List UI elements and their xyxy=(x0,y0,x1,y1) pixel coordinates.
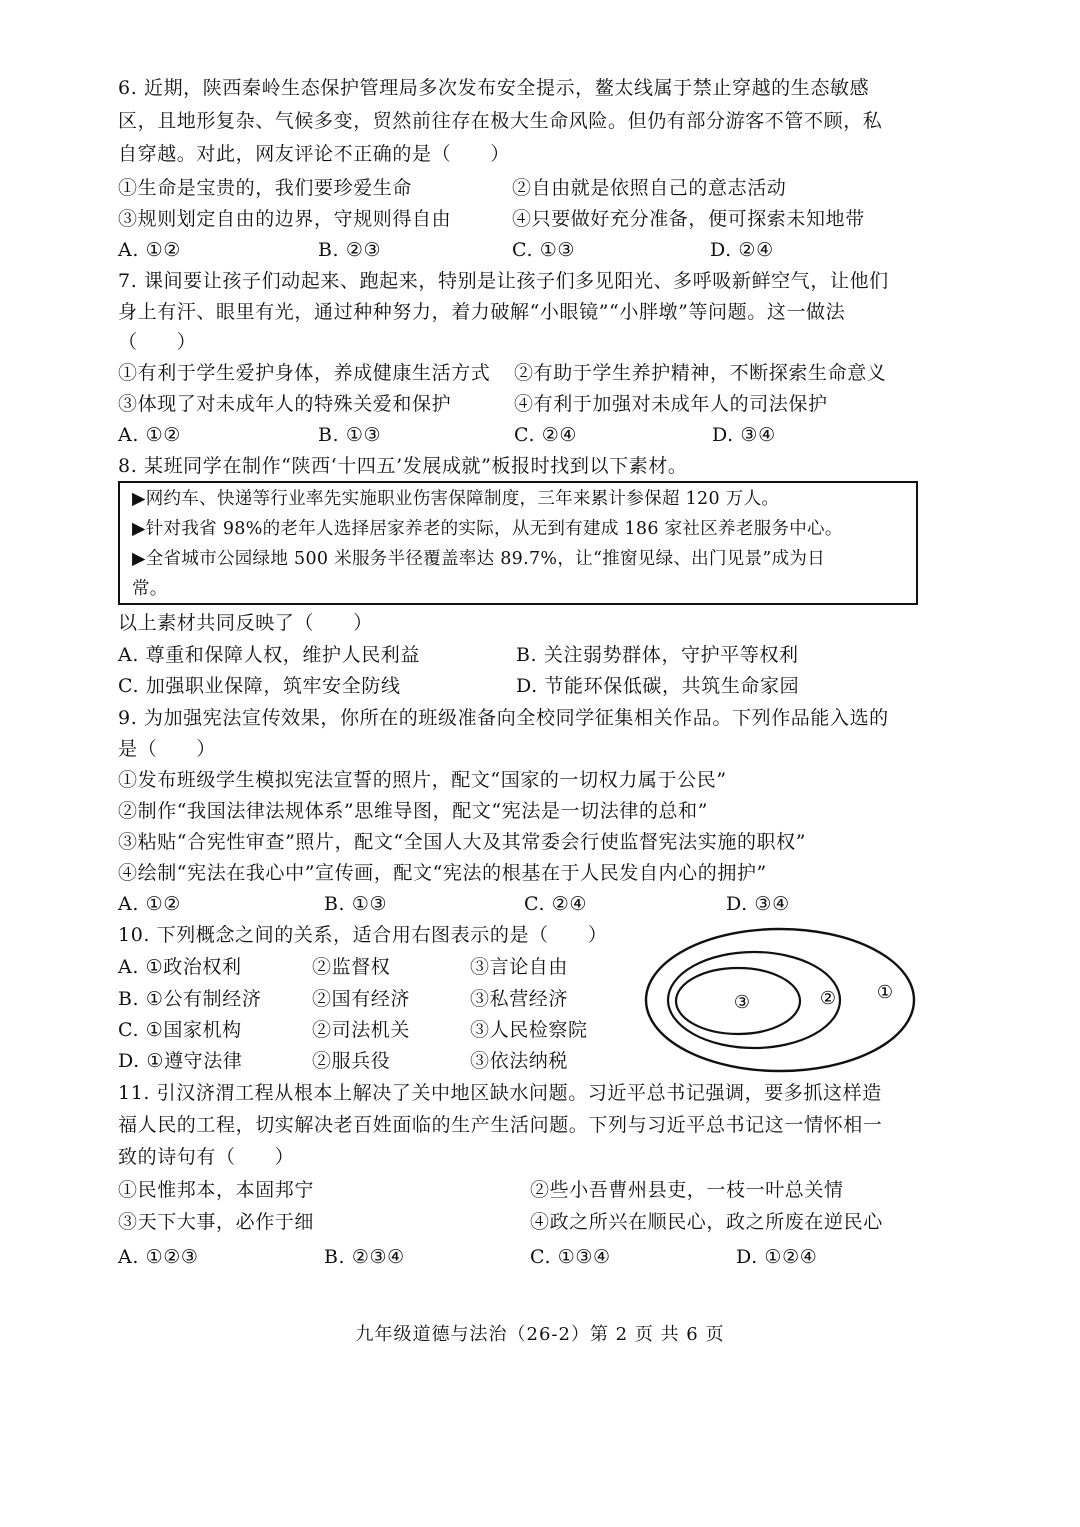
q10-c-1: C. ①国家机构 xyxy=(118,1019,242,1041)
q10-d-2: ②服兵役 xyxy=(312,1050,391,1072)
q11-stem-line-3: 致的诗句有（ ） xyxy=(118,1146,295,1168)
q7-stem-line-2: 身上有汗、眼里有光，通过种种努力，着力破解“小眼镜”“小胖墩”等问题。这一做法 xyxy=(118,301,846,323)
q7-item-4: ④有利于加强对未成年人的司法保护 xyxy=(514,393,828,415)
q9-option-c: C. ②④ xyxy=(524,893,588,915)
diagram-label-1: ① xyxy=(876,982,894,1003)
diagram-label-2: ② xyxy=(819,988,837,1009)
q10-a-3: ③言论自由 xyxy=(470,956,569,978)
q11-stem-line-1: 11. 引汉济渭工程从根本上解决了关中地区缺水问题。习近平总书记强调，要多抓这样造 xyxy=(118,1082,882,1104)
q9-stem-line-1: 9. 为加强宪法宣传效果，你所在的班级准备向全校同学征集相关作品。下列作品能入选的 xyxy=(118,707,889,729)
nested-ellipse-diagram xyxy=(642,925,918,1075)
q8-option-b: B. 关注弱势群体，守护平等权利 xyxy=(516,644,799,666)
q7-option-a: A. ①② xyxy=(118,424,181,446)
q8-material-2: ▶针对我省 98%的老年人选择居家养老的实际，从无到有建成 186 家社区养老服务中心。 xyxy=(132,519,843,539)
q9-stem-line-2: 是（ ） xyxy=(118,738,217,760)
q6-option-a: A. ①② xyxy=(118,239,181,261)
q9-item-3: ③粘贴“合宪性审查”照片，配文“全国人大及其常委会行使监督宪法实施的职权” xyxy=(118,831,807,853)
q8-question: 以上素材共同反映了（ ） xyxy=(118,612,373,634)
q11-item-3: ③天下大事，必作于细 xyxy=(118,1211,315,1233)
q8-material-box xyxy=(118,481,918,605)
q6-stem-line-2: 区，且地形复杂、气候多变，贸然前往存在极大生命风险。但仍有部分游客不管不顾，私 xyxy=(118,110,883,132)
q9-item-2: ②制作“我国法律法规体系”思维导图，配文“宪法是一切法律的总和” xyxy=(118,800,709,822)
q6-option-b: B. ②③ xyxy=(318,239,382,261)
q7-stem-line-3: （ ） xyxy=(118,331,197,353)
q6-item-4: ④只要做好充分准备，便可探索未知地带 xyxy=(512,208,865,230)
q6-option-c: C. ①③ xyxy=(512,239,576,261)
q8-option-c: C. 加强职业保障，筑牢安全防线 xyxy=(118,675,401,697)
q8-option-d: D. 节能环保低碳，共筑生命家园 xyxy=(516,675,800,697)
q11-item-4: ④政之所兴在顺民心，政之所废在逆民心 xyxy=(530,1211,883,1233)
diagram-label-3: ③ xyxy=(733,992,751,1013)
q8-material-3: ▶全省城市公园绿地 500 米服务半径覆盖率达 89.7%，让“推窗见绿、出门见景”成为日 xyxy=(132,549,826,569)
q6-item-3: ③规则划定自由的边界，守规则得自由 xyxy=(118,208,452,230)
q7-item-2: ②有助于学生养护精神，不断探索生命意义 xyxy=(514,362,887,384)
q11-stem-line-2: 福人民的工程，切实解决老百姓面临的生产生活问题。下列与习近平总书记这一情怀相一 xyxy=(118,1114,883,1136)
q6-stem-line-1: 6. 近期，陕西秦岭生态保护管理局多次发布安全提示，鳌太线属于禁止穿越的生态敏感 xyxy=(118,77,870,99)
q10-c-3: ③人民检察院 xyxy=(470,1019,588,1041)
q8-option-a: A. 尊重和保障人权，维护人民利益 xyxy=(118,644,421,666)
outer-ellipse xyxy=(646,929,914,1071)
q9-item-1: ①发布班级学生模拟宪法宣誓的照片，配文“国家的一切权力属于公民” xyxy=(118,769,727,791)
q10-b-2: ②国有经济 xyxy=(312,988,411,1010)
q9-option-d: D. ③④ xyxy=(726,893,790,915)
q7-item-1: ①有利于学生爱护身体，养成健康生活方式 xyxy=(118,362,491,384)
q10-d-3: ③依法纳税 xyxy=(470,1050,569,1072)
q6-stem-line-3: 自穿越。对此，网友评论不正确的是（ ） xyxy=(118,143,511,165)
q7-option-b: B. ①③ xyxy=(318,424,382,446)
q11-option-b: B. ②③④ xyxy=(324,1246,405,1268)
q10-a-1: A. ①政治权利 xyxy=(118,956,242,978)
q10-d-1: D. ①遵守法律 xyxy=(118,1050,243,1072)
q11-item-2: ②些小吾曹州县吏，一枝一叶总关情 xyxy=(530,1179,844,1201)
q7-item-3: ③体现了对未成年人的特殊关爱和保护 xyxy=(118,393,452,415)
q9-option-a: A. ①② xyxy=(118,893,181,915)
q7-option-d: D. ③④ xyxy=(712,424,776,446)
q11-option-c: C. ①③④ xyxy=(530,1246,611,1268)
q10-b-3: ③私营经济 xyxy=(470,988,569,1010)
q9-option-b: B. ①③ xyxy=(324,893,388,915)
page-footer: 九年级道德与法治（26-2）第 2 页 共 6 页 xyxy=(355,1324,725,1345)
q7-stem-line-1: 7. 课间要让孩子们动起来、跑起来，特别是让孩子们多见阳光、多呼吸新鲜空气，让他们 xyxy=(118,270,889,292)
q11-option-d: D. ①②④ xyxy=(736,1246,818,1268)
q8-material-4: 常。 xyxy=(132,579,168,599)
q7-option-c: C. ②④ xyxy=(514,424,578,446)
q6-item-2: ②自由就是依照自己的意志活动 xyxy=(512,177,787,199)
q9-item-4: ④绘制“宪法在我心中”宣传画，配文“宪法的根基在于人民发自内心的拥护” xyxy=(118,862,767,884)
q10-a-2: ②监督权 xyxy=(312,956,391,978)
q6-item-1: ①生命是宝贵的，我们要珍爱生命 xyxy=(118,177,413,199)
q11-option-a: A. ①②③ xyxy=(118,1246,199,1268)
q10-stem: 10. 下列概念之间的关系，适合用右图表示的是（ ） xyxy=(118,924,608,946)
q10-c-2: ②司法机关 xyxy=(312,1019,411,1041)
q8-stem: 8. 某班同学在制作“陕西‘十四五’发展成就”板报时找到以下素材。 xyxy=(118,455,688,477)
q10-b-1: B. ①公有制经济 xyxy=(118,988,262,1010)
q11-item-1: ①民惟邦本，本固邦宁 xyxy=(118,1179,315,1201)
q8-material-1: ▶网约车、快递等行业率先实施职业伤害保障制度，三年来累计参保超 120 万人。 xyxy=(132,489,780,509)
q6-option-d: D. ②④ xyxy=(710,239,774,261)
